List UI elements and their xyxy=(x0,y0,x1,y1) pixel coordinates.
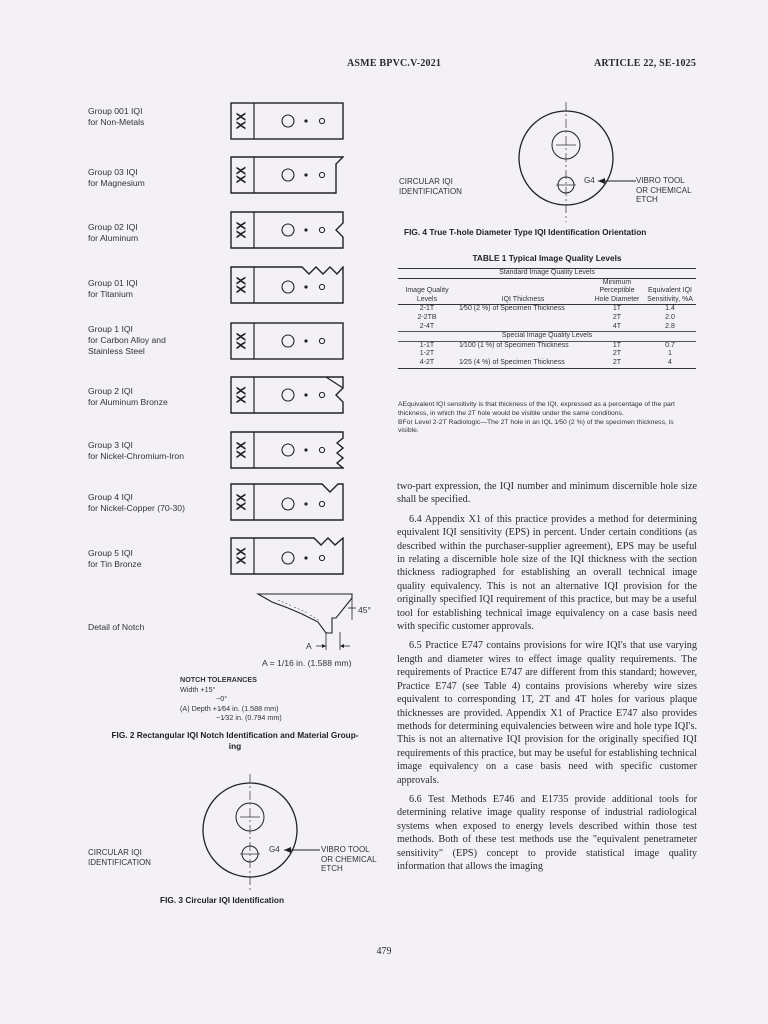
paragraph: 6.5 Practice E747 contains provisions for wire IQI's that use varying length and diameter wires to effect image quality requirements. The requirements of Practice E747 are different from this standard; however, Practice E747 (see Table 4) contains provisions whereby wire sizes equivalent to corresponding 1T, 2T and 4T holes for various plaque thicknesses are provided. Appendix X1 of Practice E747 also provides methods for determining equivalencies between wire and hole type IQI's. This is not an alternative IQI provision for the originally specified IQI requirements of this practice, but may be useful for establishing technical image equivalency on a case basis need with specific customer approvals. xyxy=(397,640,697,786)
fig3-identification-label: CIRCULAR IQI IDENTIFICATION xyxy=(88,848,151,867)
notch-a-dimension: A = 1/16 in. (1.588 mm) xyxy=(262,658,352,668)
iqi-mark: XX xyxy=(233,221,249,239)
table-col-header: Equivalent IQI Sensitivity, %A xyxy=(644,278,696,305)
fig3-caption: FIG. 3 Circular IQI Identification xyxy=(160,895,285,905)
running-header-right: ARTICLE 22, SE-1025 xyxy=(594,58,697,69)
iqi-plaque xyxy=(230,211,344,249)
table-row: 4-2T 1⁄25 (4 %) of Specimen Thickness 2T 4 xyxy=(398,359,696,368)
body-text xyxy=(397,480,697,879)
table-std-header: Standard Image Quality Levels xyxy=(398,269,696,279)
iqi-plaque xyxy=(230,102,344,140)
iqi-mark: XX xyxy=(233,112,249,130)
table-row: 2-1T 1⁄50 (2 %) of Specimen Thickness 1T 1.4 xyxy=(419,305,675,313)
iqi-plaque-drawing xyxy=(230,156,344,194)
table-title: TABLE 1 Typical Image Quality Levels xyxy=(472,253,622,263)
iqi-mark: XX xyxy=(233,276,249,294)
fig4-vibro-label: VIBRO TOOL OR CHEMICAL ETCH xyxy=(636,176,692,204)
table-row: 2-2TB 2T 2.0 xyxy=(417,313,675,321)
notch-tolerances-title: NOTCH TOLERANCES xyxy=(180,675,257,684)
iqi-plaque-drawing xyxy=(230,431,344,469)
iqi-plaque xyxy=(230,156,344,194)
fig3-circular-iqi xyxy=(190,770,310,894)
fig3-arrow xyxy=(282,845,322,855)
group-label: Group 03 IQI for Magnesium xyxy=(88,167,145,188)
iqi-mark: XX xyxy=(233,166,249,184)
table-row: 2-4T 4T 2.8 xyxy=(398,323,696,332)
iqi-plaque-drawing xyxy=(230,266,344,304)
table-col-header: IQI Thickness xyxy=(456,278,590,305)
iqi-mark: XX xyxy=(233,332,249,350)
image-quality-table xyxy=(398,268,696,369)
fig4-identification-label: CIRCULAR IQI IDENTIFICATION xyxy=(399,177,462,196)
iqi-plaque xyxy=(230,376,344,414)
notch-tolerances: NOTCH TOLERANCES Width +15° −0° (A) Depth +1⁄64 in. (1.588 mm) −1⁄32 in. (0.794 mm) xyxy=(180,675,282,723)
group-label: Group 5 IQI for Tin Bronze xyxy=(88,548,142,569)
fig3-vibro-label: VIBRO TOOL OR CHEMICAL ETCH xyxy=(321,845,377,873)
iqi-plaque-drawing xyxy=(230,211,344,249)
group-label: Group 4 IQI for Nickel-Copper (70-30) xyxy=(88,492,185,513)
group-label: Group 02 IQI for Aluminum xyxy=(88,222,139,243)
paragraph: 6.6 Test Methods E746 and E1735 provide additional tools for determining relative image quality response of industrial radiological systems when exposed to energy levels described within those test methods. Both of these test methods use the "equivalent penetrameter sensitivity" (EPS) concept to provide statistical image quality information that allows the imaging xyxy=(397,793,697,872)
table-special-header: Special Image Quality Levels xyxy=(398,332,696,342)
iqi-mark: XX xyxy=(233,386,249,404)
iqi-mark: XX xyxy=(233,493,249,511)
iqi-plaque xyxy=(230,431,344,469)
iqi-mark: XX xyxy=(233,547,249,565)
notch-a-label: A xyxy=(306,641,312,651)
table-row: 1-2T 2T 1 xyxy=(419,350,672,358)
table-note-a: AEquivalent IQI sensitivity is that thickness of the IQI, expressed as a percentage of the part thickness, in which the 2T hole would be visible under the same conditions. xyxy=(398,401,675,417)
iqi-plaque xyxy=(230,322,344,360)
table-row: 1-1T 1⁄100 (1 %) of Specimen Thickness 1T 0.7 xyxy=(419,341,675,349)
fig4-arrow xyxy=(596,176,638,186)
group-label: Group 01 IQI for Titanium xyxy=(88,278,138,299)
iqi-plaque-drawing xyxy=(230,322,344,360)
iqi-plaque-drawing xyxy=(230,537,344,575)
group-label: Group 1 IQI for Carbon Alloy and Stainless Steel xyxy=(88,324,166,356)
iqi-plaque xyxy=(230,266,344,304)
iqi-plaque xyxy=(230,483,344,521)
notch-angle: 45° xyxy=(358,605,371,615)
notch-detail-drawing xyxy=(248,588,388,660)
table-footnotes xyxy=(398,401,696,436)
paragraph: two-part expression, the IQI number and minimum discernible hole size shall be specified. xyxy=(397,481,697,506)
fig4-true-t-hole-iqi xyxy=(506,100,626,224)
fig2-caption: FIG. 2 Rectangular IQI Notch Identification and Material Group- ing xyxy=(111,730,359,751)
running-header-left: ASME BPVC.V-2021 xyxy=(347,58,442,69)
table-note-b: BFor Level 2-2T Radiologic—The 2T hole in an IQL 1⁄50 (2 %) of the specimen thickness, is visible. xyxy=(398,418,674,435)
iqi-mark: XX xyxy=(233,441,249,459)
paragraph: 6.4 Appendix X1 of this practice provides a method for determining equivalent IQI sensitivity (EPS) in percent. Under certain conditions (as described within the purchaser-supplier agreement), EPS may be useful in relating a discernible hole size of the IQI thickness with the section thickness radiographed for establishing an overall technical image quality equivalency. This is not an alternative IQI provision for the originally specified IQI requirement of this practice, but may be a useful tool for establishing technical image equivalency on a case basis need with specific customer approvals. xyxy=(397,513,697,633)
group-label: Group 3 IQI for Nickel-Chromium-Iron xyxy=(88,440,184,461)
table-col-header: Image Quality Levels xyxy=(398,278,456,305)
table-col-header: Minimum Perceptible Hole Diameter xyxy=(590,278,644,305)
iqi-plaque-drawing xyxy=(230,102,344,140)
page-number: 479 xyxy=(376,946,392,957)
group-label: Group 001 IQI for Non-Metals xyxy=(88,106,145,127)
iqi-plaque-drawing xyxy=(230,483,344,521)
notch-detail-label: Detail of Notch xyxy=(88,622,145,632)
fig3-g4-label: G4 xyxy=(269,845,280,854)
fig4-caption: FIG. 4 True T-hole Diameter Type IQI Identification Orientation xyxy=(404,227,647,237)
fig4-g4-label: G4 xyxy=(584,176,595,185)
iqi-plaque xyxy=(230,537,344,575)
iqi-plaque-drawing xyxy=(230,376,344,414)
group-label: Group 2 IQI for Aluminum Bronze xyxy=(88,386,168,407)
